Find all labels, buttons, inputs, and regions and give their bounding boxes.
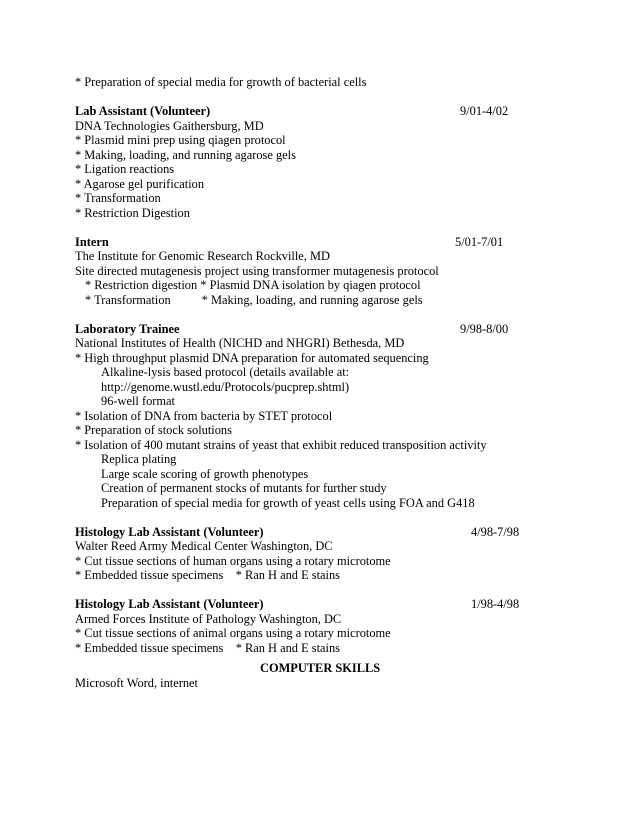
job-duty: * Preparation of stock solutions [75, 423, 232, 437]
job-date: 5/01-7/01 [455, 234, 504, 249]
job-subduty: Replica plating [101, 452, 177, 466]
job-organization: National Institutes of Health (NICHD and NHGRI) Bethesda, MD [75, 336, 405, 350]
job-histology-walter-reed [75, 525, 545, 583]
job-duty: * Restriction Digestion [75, 205, 190, 220]
resume-page [75, 75, 545, 690]
job-duty: * Plasmid mini prep using qiagen protocol [75, 133, 286, 147]
job-duty: * Cut tissue sections of animal organs using a rotary microtome [75, 626, 391, 640]
job-subduty: Preparation of special media for growth of yeast cells using FOA and G418 [101, 495, 475, 510]
job-duty: * Isolation of DNA from bacteria by STET protocol [75, 408, 333, 423]
job-duty: * Cut tissue sections of human organs using a rotary microtome [75, 553, 391, 568]
section-heading-computer-skills: COMPUTER SKILLS [260, 661, 381, 675]
job-title: Intern [75, 234, 109, 249]
job-intern [75, 235, 545, 308]
job-duty: * Ligation reactions [75, 162, 175, 176]
job-duty: * Embedded tissue specimens * Ran H and E stains [75, 640, 340, 655]
job-duty: Site directed mutagenesis project using transformer mutagenesis protocol [75, 263, 439, 278]
job-date: 9/01-4/02 [460, 104, 509, 118]
job-duty: * Restriction digestion * Plasmid DNA isolation by qiagen protocol [85, 278, 421, 292]
job-histology-afip [75, 597, 545, 655]
job-lab-assistant [75, 104, 545, 220]
bacterial-media-line: * Preparation of special media for growth of bacterial cells [75, 75, 367, 89]
job-duty: * Isolation of 400 mutant strains of yeast that exhibit reduced transposition activity [75, 437, 487, 452]
job-subduty: http://genome.wustl.edu/Protocols/pucprep.shtml) [101, 379, 350, 394]
job-title: Lab Assistant (Volunteer) [75, 104, 211, 118]
job-organization: Walter Reed Army Medical Center Washington, DC [75, 539, 333, 553]
job-title: Histology Lab Assistant (Volunteer) [75, 524, 264, 539]
job-subduty: Alkaline-lysis based protocol (details available at: [101, 365, 350, 379]
job-organization: DNA Technologies Gaithersburg, MD [75, 118, 264, 133]
job-date: 9/98-8/00 [460, 321, 509, 336]
job-title: Laboratory Trainee [75, 321, 180, 336]
job-subduty: 96-well format [101, 394, 175, 408]
job-subduty: Large scale scoring of growth phenotypes [101, 466, 309, 481]
job-organization: The Institute for Genomic Research Rockville, MD [75, 249, 330, 263]
job-duty: * High throughput plasmid DNA preparation for automated sequencing [75, 350, 429, 365]
computer-skills-text: Microsoft Word, internet [75, 675, 198, 690]
job-duty: * Embedded tissue specimens * Ran H and E stains [75, 568, 340, 582]
job-subduty: Creation of permanent stocks of mutants for further study [101, 481, 387, 495]
job-title: Histology Lab Assistant (Volunteer) [75, 597, 264, 611]
job-duty: * Transformation * Making, loading, and running agarose gels [85, 292, 423, 307]
job-duty: * Transformation [75, 191, 161, 205]
job-organization: Armed Forces Institute of Pathology Washington, DC [75, 611, 342, 626]
job-duty: * Agarose gel purification [75, 176, 205, 191]
job-duty: * Making, loading, and running agarose gels [75, 147, 296, 162]
job-date: 4/98-7/98 [471, 524, 520, 539]
job-laboratory-trainee [75, 322, 545, 511]
job-date: 1/98-4/98 [471, 597, 520, 611]
